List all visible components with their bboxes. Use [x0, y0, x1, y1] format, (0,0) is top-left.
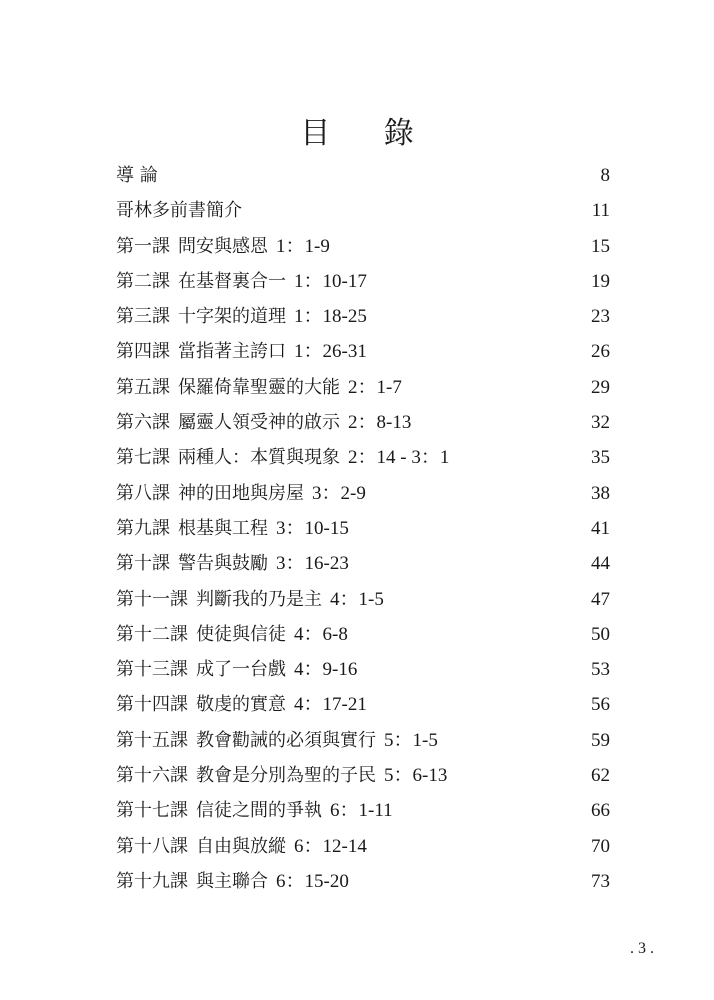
- toc-entry-lesson: 第十四課: [116, 694, 188, 716]
- toc-entry-page: 15: [591, 235, 610, 257]
- toc-entry-lesson: 第十三課: [116, 659, 188, 681]
- toc-entry-lesson: 第十六課: [116, 765, 188, 787]
- toc-entry-page: 29: [591, 376, 610, 398]
- toc-entry-title: 與主聯合: [196, 870, 268, 892]
- toc-entry-page: 70: [591, 835, 610, 857]
- toc-entry: [116, 652, 610, 687]
- toc-entry-page: 32: [591, 412, 610, 434]
- toc-entry-title: 屬靈人領受神的啟示: [178, 412, 340, 434]
- toc-entry-title: 成了一台戲: [196, 659, 286, 681]
- toc-entry: [116, 334, 610, 369]
- toc-entry-lesson: 第九課: [116, 517, 170, 539]
- toc-entry-reference: 1：1-9: [276, 235, 330, 257]
- toc-entry-lesson: 第八課: [116, 482, 170, 504]
- toc-entry-text: [116, 546, 349, 581]
- toc-entry: [116, 405, 610, 440]
- toc-entry-page: 50: [591, 623, 610, 645]
- toc-entry-lesson: 第六課: [116, 412, 170, 434]
- toc-entry-reference: 1：18-25: [294, 306, 367, 328]
- toc-entry-title: 使徒與信徒: [196, 623, 286, 645]
- toc-entry: [116, 829, 610, 864]
- toc-entry-lesson: 第一課: [116, 235, 170, 257]
- toc-entry-reference: 2：14 - 3：1: [348, 447, 450, 469]
- toc-entry-reference: 4：1-5: [330, 588, 384, 610]
- toc-entry-text: [116, 158, 166, 193]
- toc-entry: [116, 299, 610, 334]
- toc-entry-text: [116, 829, 367, 864]
- toc-entry: [116, 158, 610, 193]
- toc-entry-page: 19: [591, 270, 610, 292]
- toc-entry-reference: 6：1-11: [330, 800, 393, 822]
- toc-entry: [116, 864, 610, 899]
- toc-entry-lesson: 第十二課: [116, 623, 188, 645]
- toc-entry-lesson: 第十課: [116, 553, 170, 575]
- toc-entry-page: 56: [591, 694, 610, 716]
- toc-entry-text: [116, 476, 366, 511]
- toc-entry-reference: 2：1-7: [348, 376, 402, 398]
- toc-entry: [116, 687, 610, 722]
- toc-entry-text: [116, 405, 411, 440]
- toc-entry: [116, 370, 610, 405]
- toc-entry: [116, 229, 610, 264]
- toc-entry-text: [116, 687, 367, 722]
- toc-entry-lesson: 第十九課: [116, 870, 188, 892]
- toc-entry-reference: 6：12-14: [294, 835, 367, 857]
- toc-entry-text: [116, 264, 367, 299]
- toc-list: [116, 158, 610, 899]
- toc-entry-page: 8: [600, 165, 610, 186]
- toc-entry-title: 神的田地與房屋: [178, 482, 304, 504]
- toc-entry-title: 在基督裏合一: [178, 270, 286, 292]
- toc-entry-lesson: 第四課: [116, 341, 170, 363]
- toc-entry-reference: 2：8-13: [348, 412, 412, 434]
- toc-entry: [116, 264, 610, 299]
- toc-entry-reference: 5：6-13: [384, 765, 448, 787]
- toc-entry-reference: 3：10-15: [276, 517, 349, 539]
- toc-entry-page: 53: [591, 659, 610, 681]
- toc-entry-reference: 3：16-23: [276, 553, 349, 575]
- toc-entry-text: [116, 511, 349, 546]
- page-number: . 3 .: [630, 940, 654, 957]
- toc-title: 目 錄: [300, 116, 436, 151]
- toc-entry-page: 38: [591, 482, 610, 504]
- toc-entry-text: [116, 299, 367, 334]
- toc-entry-text: [116, 370, 402, 405]
- toc-entry-page: 26: [591, 341, 610, 363]
- toc-entry-lesson: 第十八課: [116, 835, 188, 857]
- toc-entry: [116, 582, 610, 617]
- toc-entry-title: 警告與鼓勵: [178, 553, 268, 575]
- toc-entry-page: 59: [591, 729, 610, 751]
- toc-entry: [116, 793, 610, 828]
- toc-entry-title: 判斷我的乃是主: [196, 588, 322, 610]
- toc-entry-title: 根基與工程: [178, 517, 268, 539]
- toc-entry-lesson: 第五課: [116, 376, 170, 398]
- toc-entry-text: [116, 193, 250, 228]
- toc-entry-title: 信徒之間的爭執: [196, 800, 322, 822]
- toc-entry-title: 教會是分別為聖的子民: [196, 765, 376, 787]
- toc-entry-lesson: 第十五課: [116, 729, 188, 751]
- toc-entry-page: 23: [591, 306, 610, 328]
- toc-entry-lesson: 哥林多前書簡介: [116, 200, 242, 222]
- toc-entry-reference: 4：9-16: [294, 659, 358, 681]
- toc-entry: [116, 617, 610, 652]
- toc-entry-reference: 6：15-20: [276, 870, 349, 892]
- toc-entry-page: 44: [591, 553, 610, 575]
- toc-entry: [116, 511, 610, 546]
- toc-entry-page: 41: [591, 517, 610, 539]
- toc-entry-title: 當指著主誇口: [178, 341, 286, 363]
- toc-entry-lesson: 第十七課: [116, 800, 188, 822]
- toc-entry: [116, 193, 610, 228]
- toc-entry-title: 教會勸誡的必須與實行: [196, 729, 376, 751]
- toc-entry-reference: 3：2-9: [312, 482, 366, 504]
- toc-entry-page: 62: [591, 765, 610, 787]
- toc-entry-title: 問安與感恩: [178, 235, 268, 257]
- toc-entry-lesson: 第七課: [116, 447, 170, 469]
- toc-entry-page: 47: [591, 588, 610, 610]
- toc-entry-page: 11: [591, 200, 610, 222]
- toc-entry: [116, 440, 610, 475]
- toc-entry-reference: 4：6-8: [294, 623, 348, 645]
- toc-entry-title: 十字架的道理: [178, 306, 286, 328]
- toc-entry-text: [116, 758, 447, 793]
- toc-entry-lesson: 第二課: [116, 270, 170, 292]
- toc-entry: [116, 758, 610, 793]
- toc-entry-title: 保羅倚靠聖靈的大能: [178, 376, 340, 398]
- toc-entry: [116, 546, 610, 581]
- toc-entry-reference: 4：17-21: [294, 694, 367, 716]
- toc-entry-lesson: 第三課: [116, 306, 170, 328]
- toc-entry-page: 73: [591, 870, 610, 892]
- toc-entry-title: 敬虔的實意: [196, 694, 286, 716]
- toc-entry: [116, 476, 610, 511]
- toc-entry-title: 兩種人：本質與現象: [178, 447, 340, 469]
- toc-entry-reference: 1：26-31: [294, 341, 367, 363]
- toc-entry-text: [116, 723, 438, 758]
- toc-entry-text: [116, 334, 367, 369]
- toc-entry-text: [116, 864, 349, 899]
- toc-entry-page: 66: [591, 800, 610, 822]
- toc-entry-lesson: 導 論: [116, 165, 158, 186]
- toc-entry-text: [116, 617, 348, 652]
- toc-entry-title: 自由與放縱: [196, 835, 286, 857]
- toc-entry-page: 35: [591, 447, 610, 469]
- toc-entry: [116, 723, 610, 758]
- toc-entry-text: [116, 229, 330, 264]
- toc-entry-lesson: 第十一課: [116, 588, 188, 610]
- toc-entry-reference: 5：1-5: [384, 729, 438, 751]
- toc-entry-text: [116, 582, 384, 617]
- toc-entry-text: [116, 652, 357, 687]
- toc-entry-reference: 1：10-17: [294, 270, 367, 292]
- toc-entry-text: [116, 793, 393, 828]
- toc-entry-text: [116, 440, 449, 475]
